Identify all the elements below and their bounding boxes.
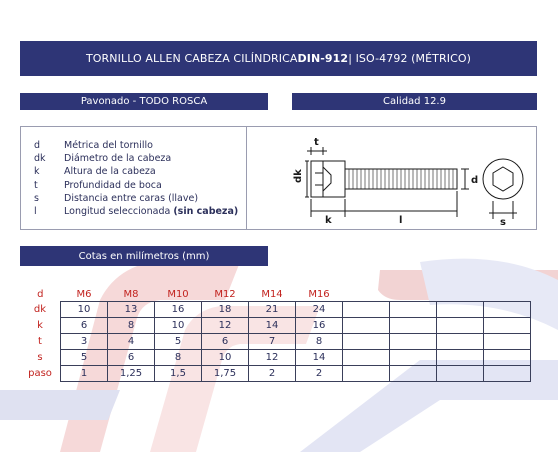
legend-desc: Distancia entre caras (llave) [64, 192, 199, 204]
table-row [20, 302, 531, 318]
table-cell: 1 [61, 366, 108, 382]
table-cell: 3 [61, 334, 108, 350]
table-cell-empty [484, 366, 531, 382]
dimension-table-area [20, 287, 531, 382]
title-standard: DIN-912 [297, 52, 349, 65]
row-label: paso [28, 368, 52, 379]
table-cell-empty [390, 334, 437, 350]
table-cell-empty [390, 350, 437, 366]
table-cell-empty [484, 334, 531, 350]
size-header: M10 [167, 288, 189, 300]
size-header: M16 [308, 288, 330, 300]
bolt-diagram [269, 135, 531, 225]
size-header: M8 [123, 288, 139, 300]
table-cell-empty [343, 318, 390, 334]
legend-desc-bold: (sin cabeza) [173, 206, 239, 218]
legend-key: d [34, 140, 41, 151]
table-cell: 14 [249, 318, 296, 334]
legend-row [34, 139, 238, 152]
dimension-legend-box [20, 126, 537, 230]
legend-row [34, 165, 238, 178]
legend-row [34, 152, 238, 165]
size-header-empty [390, 287, 437, 302]
dim-label-d: d [471, 175, 479, 186]
row-label: t [38, 336, 42, 347]
row-label: dk [33, 304, 47, 315]
table-row [20, 318, 531, 334]
legend-desc: Métrica del tornillo [64, 140, 153, 151]
legend-desc [64, 205, 238, 218]
quality-label: Calidad 12.9 [292, 93, 537, 110]
table-cell: 24 [296, 302, 343, 318]
legend-key: l [34, 206, 37, 218]
dimension-table [20, 287, 531, 382]
dim-label-l: l [399, 215, 403, 225]
legend-key: k [34, 166, 40, 178]
table-cell: 10 [61, 302, 108, 318]
table-cell-empty [343, 302, 390, 318]
table-cell: 10 [155, 318, 202, 334]
dim-label-dk: dk [293, 169, 304, 183]
legend-row [34, 179, 238, 192]
legend-row [34, 192, 238, 205]
table-cell: 14 [296, 350, 343, 366]
table-cell-empty [437, 302, 484, 318]
table-cell-empty [484, 302, 531, 318]
dim-label-t: t [314, 137, 319, 148]
table-cell: 1,75 [202, 366, 249, 382]
table-row [20, 366, 531, 382]
size-header-empty [343, 287, 390, 302]
table-cell-empty [437, 318, 484, 334]
size-header-empty [437, 287, 484, 302]
table-row [20, 334, 531, 350]
table-cell: 5 [155, 334, 202, 350]
table-cell: 10 [202, 350, 249, 366]
table-cell: 12 [249, 350, 296, 366]
legend-list [34, 139, 238, 218]
table-cell: 6 [61, 318, 108, 334]
legend-row [34, 205, 238, 218]
table-cell-empty [437, 366, 484, 382]
page-title-bar [20, 41, 537, 76]
row-label: k [37, 320, 43, 331]
title-text-1: TORNILLO ALLEN CABEZA CILÍNDRICA [85, 52, 298, 65]
table-cell-empty [343, 334, 390, 350]
table-cell: 8 [155, 350, 202, 366]
legend-key: t [34, 179, 38, 191]
size-header: M12 [214, 288, 236, 300]
table-cell-empty [390, 318, 437, 334]
table-cell: 2 [249, 366, 296, 382]
table-cell-empty [484, 350, 531, 366]
table-cell: 4 [108, 334, 155, 350]
legend-desc: Altura de la cabeza [64, 166, 156, 178]
table-caption: Cotas en milímetros (mm) [20, 246, 268, 266]
legend-key: s [34, 192, 39, 204]
table-cell-empty [437, 334, 484, 350]
row-label: s [37, 352, 43, 363]
table-cell: 1,25 [108, 366, 155, 382]
table-header-row [20, 287, 531, 302]
finish-label: Pavonado - TODO ROSCA [20, 93, 268, 110]
table-cell-empty [484, 318, 531, 334]
table-cell: 16 [155, 302, 202, 318]
table-cell: 12 [202, 318, 249, 334]
size-header-empty [484, 287, 531, 302]
table-row [20, 350, 531, 366]
title-text-2: | ISO-4792 (MÉTRICO) [348, 52, 472, 65]
table-cell-empty [390, 302, 437, 318]
table-cell: 6 [108, 350, 155, 366]
table-cell: 13 [108, 302, 155, 318]
legend-desc-main: Longitud seleccionada [64, 206, 171, 218]
table-cell-empty [343, 366, 390, 382]
table-cell: 16 [296, 318, 343, 334]
row-label: d [37, 288, 44, 300]
dim-label-k: k [325, 215, 332, 225]
legend-divider [246, 127, 247, 229]
dim-label-s: s [500, 217, 506, 225]
table-cell: 5 [61, 350, 108, 366]
table-cell: 2 [296, 366, 343, 382]
table-cell: 6 [202, 334, 249, 350]
size-header: M14 [261, 288, 283, 300]
table-cell: 8 [108, 318, 155, 334]
table-cell: 8 [296, 334, 343, 350]
legend-desc: Diámetro de la cabeza [64, 153, 172, 165]
table-cell-empty [390, 366, 437, 382]
table-cell: 7 [249, 334, 296, 350]
table-cell: 21 [249, 302, 296, 318]
legend-desc: Profundidad de boca [64, 179, 162, 191]
table-cell-empty [437, 350, 484, 366]
legend-key: dk [34, 153, 46, 165]
size-header: M6 [76, 288, 92, 300]
table-cell: 18 [202, 302, 249, 318]
table-cell: 1,5 [155, 366, 202, 382]
table-cell-empty [343, 350, 390, 366]
